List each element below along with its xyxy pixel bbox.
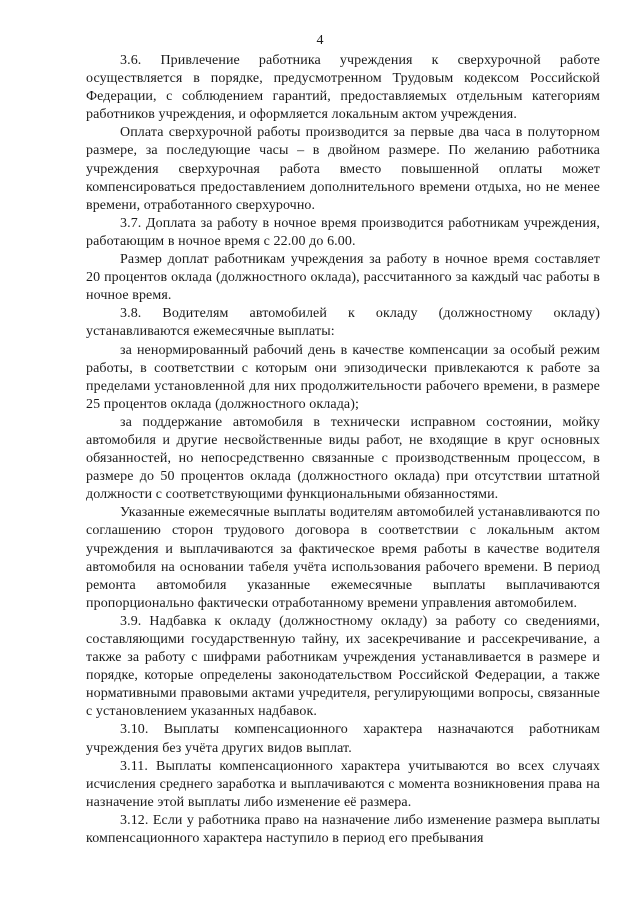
paragraph-3-12: 3.12. Если у работника право на назначение либо изменение размера выплаты компенсационного характера наступило в период его пребывания <box>86 812 600 847</box>
document-body <box>86 52 600 848</box>
paragraph-3-9: 3.9. Надбавка к окладу (должностному окладу) за работу со сведениями, составляющими государственную тайну, их засекречивание и рассекречивание, а также за работу с шифрами работникам учреждения устанавливается в размере и порядке, которые определены законодательством Российской Федерации, а также нормативными правовыми актами учредителя, регулирующими вопросы, связанные с установлением указанных надбавок. <box>86 613 600 720</box>
paragraph-3-8: 3.8. Водителям автомобилей к окладу (должностному окладу) устанавливаются ежемесячные выплаты: <box>86 306 600 340</box>
paragraph-driver-payments: Указанные ежемесячные выплаты водителям автомобилей устанавливаются по соглашению сторон трудового договора в соответствии с локальным актом учреждения и выплачиваются за фактическое время работы в качестве водителя автомобиля на основании табеля учёта использования рабочего времени. В период ремонта автомобиля указанные ежемесячные выплаты выплачиваются пропорционально фактически отработанному времени управления автомобилем. <box>86 505 600 611</box>
paragraph-3-10: 3.10. Выплаты компенсационного характера назначаются работникам учреждения без учёта других видов выплат. <box>86 722 600 756</box>
paragraph-3-7: 3.7. Доплата за работу в ночное время производится работникам учреждения, работающим в ночное время с 22.00 до 6.00. <box>86 215 600 249</box>
page-number: 4 <box>316 33 324 48</box>
paragraph-night-pay-size: Размер доплат работникам учреждения за работу в ночное время составляет 20 процентов оклада (должностного оклада), рассчитанного за каждый час работы в ночное время. <box>86 252 600 304</box>
paragraph-3-6: 3.6. Привлечение работника учреждения к сверхурочной работе осуществляется в порядке, предусмотренном Трудовым кодексом Российской Федерации, с соблюдением гарантий, предоставляемых отдельным категориям работников учреждения, и оформляется локальным актом учреждения. <box>86 53 600 123</box>
paragraph-irregular-hours: за ненормированный рабочий день в качестве компенсации за особый режим работы, в соответствии с которым они эпизодически привлекаются к работе за пределами установленной для них продолжительности рабочего времени, в размере 25 процентов оклада (должностного оклада); <box>86 342 600 412</box>
paragraph-3-11: 3.11. Выплаты компенсационного характера учитываются во всех случаях исчисления среднего заработка и выплачиваются с момента возникновения права на назначение этой выплаты либо изменение её размера. <box>86 758 600 810</box>
paragraph-overtime-pay: Оплата сверхурочной работы производится за первые два часа в полуторном размере, за последующие часы – в двойном размере. По желанию работника учреждения сверхурочная работа вместо повышенной оплаты может компенсироваться предоставлением дополнительного времени отдыха, но не менее времени, отработанного сверхурочно. <box>86 125 600 213</box>
paragraph-vehicle-maintenance: за поддержание автомобиля в технически исправном состоянии, мойку автомобиля и другие несвойственные виды работ, не входящие в круг основных обязанностей, но непосредственно связанные с производственным процессом, в размере до 50 процентов оклада (должностного оклада) при отсутствии штатной должности с соответствующими функциональными обязанностями. <box>86 414 600 503</box>
